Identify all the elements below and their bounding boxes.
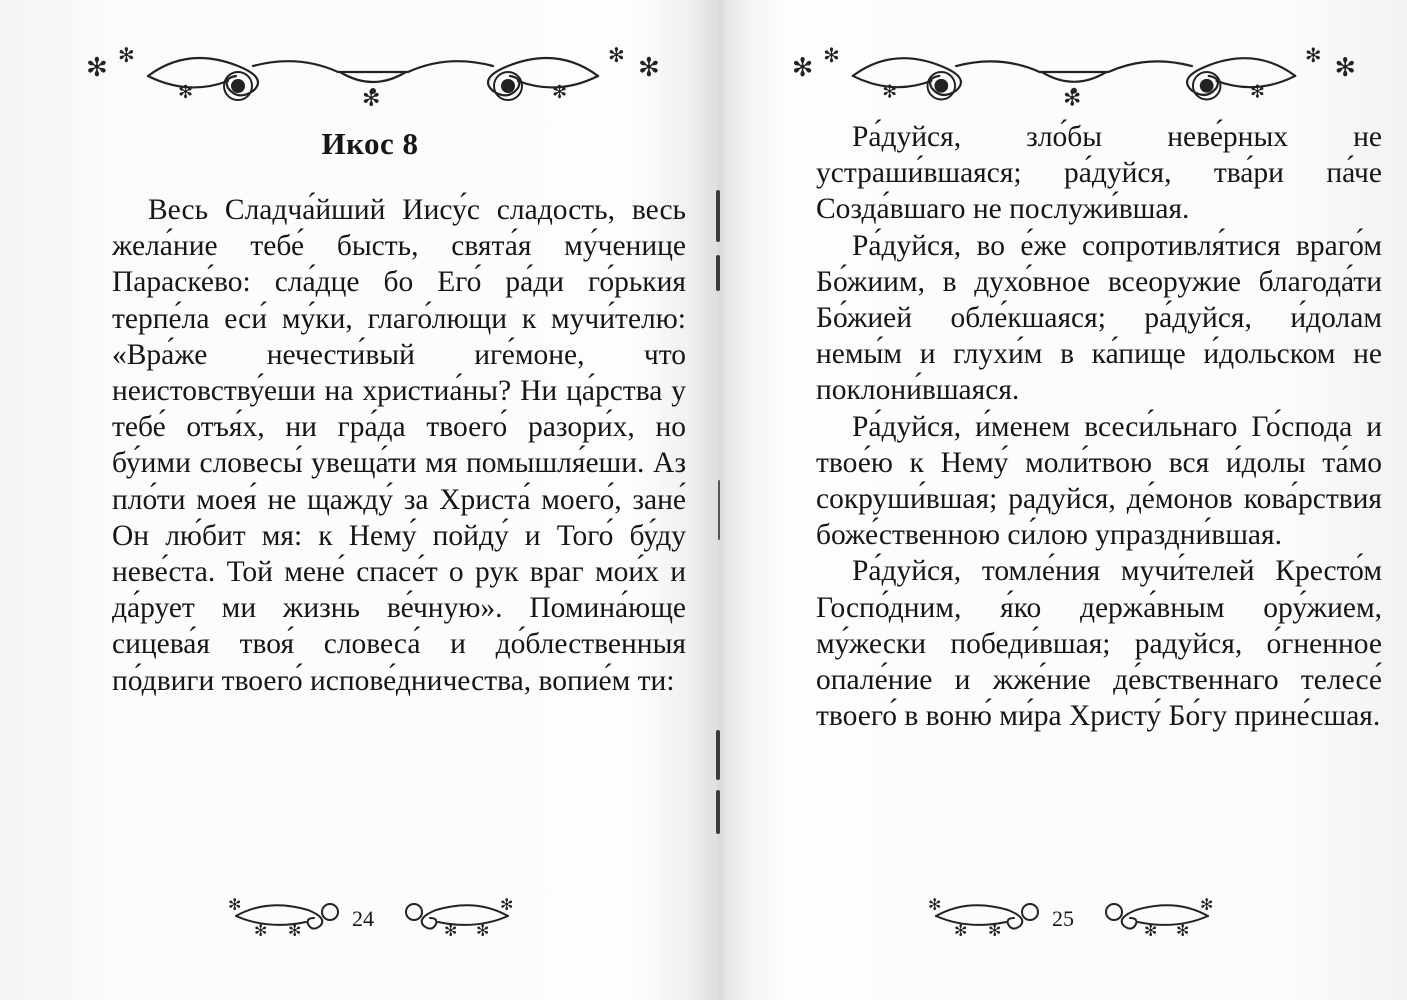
svg-text:✻: ✻ [552, 82, 568, 103]
binding-stitch [716, 190, 720, 242]
svg-text:✻: ✻ [928, 895, 942, 914]
chapter-title: Икос 8 [321, 126, 419, 161]
svg-text:✻: ✻ [954, 921, 968, 938]
binding-stitch [716, 255, 720, 291]
left-page [60, 0, 686, 1000]
footer-ornament [928, 894, 1048, 938]
binding-stitch [718, 480, 720, 540]
svg-text:✻: ✻ [254, 921, 268, 938]
top-ornament [784, 36, 1364, 106]
svg-text:✻: ✻ [86, 53, 108, 83]
paragraph: Ра́дуйся, томле́ния мучи́телей Кресто́м Госпо́дним, я́ко держа́вным ору́жием, му́жески победи́вшая; радуйся, о́гненное опале́ние и жже́ние де́вственнаго телесе́ твоего́ в воню́ ми́ра Христу́ Бо́гу прине́сшая. [816, 555, 1382, 733]
svg-text:✻: ✻ [444, 921, 458, 938]
svg-text:✻: ✻ [608, 43, 625, 67]
svg-text:✻: ✻ [1063, 86, 1082, 106]
svg-text:✻: ✻ [1176, 921, 1190, 938]
svg-text:✻: ✻ [1200, 895, 1214, 914]
svg-text:✻: ✻ [118, 43, 135, 67]
top-ornament [78, 36, 668, 106]
paragraph: Весь Сладча́йший Иису́с сладость, весь жела́ние тебе́ бысть, свята́я му́ченице Параске́во: сла́дце бо Его́ ра́ди го́рькия терпе́ла еси́ му́ки, глаго́лющи к мучи́телю: «Вра́же нечести́вый иге́моне, что неистовству́еши на христиа́ны? Ни ца́рства у тебе́ отъя́х, ни гра́да твоего́ разори́х, но бу́ими словесы́ увеща́ти мя помышля́еши. Аз пло́ти моея́ не щажду́ за Христа́ моего́, зане́ Он лю́бит мя: к Нему́ пойду́ и Того́ бу́ду неве́ста. Той мене́ спасе́т о рук враг мои́х и да́рует ми жизнь ве́чную». Помина́юще сицева́я твоя́ словеса́ и до́блественныя по́двиги твоего́ испове́дничества, вопие́м ти: [112, 194, 686, 697]
body-text [816, 119, 1382, 734]
binding-stitch [716, 730, 720, 780]
paragraph: Ра́дуйся, и́менем всеси́льнаго Го́спода и твое́ю к Нему́ моли́твою вся и́долы та́мо сокруши́вшая; радуйся, де́монов кова́рствия боже́ственною си́лою упраздни́вшая. [816, 410, 1382, 552]
book-gutter [690, 0, 750, 1000]
svg-text:✻: ✻ [1249, 82, 1265, 103]
footer-ornament [1096, 894, 1216, 938]
page-footer [60, 888, 680, 948]
svg-text:✻: ✻ [228, 895, 242, 914]
svg-text:✻: ✻ [178, 82, 194, 103]
right-page [770, 0, 1382, 1000]
footer-ornament [396, 894, 516, 938]
svg-text:✻: ✻ [1144, 921, 1158, 938]
body-text [112, 192, 686, 699]
paragraph: Ра́дуйся, зло́бы неве́рных не устраши́вшаяся; ра́дуйся, тва́ри па́че Созда́вшаго не послужи́вшая. [816, 121, 1382, 226]
svg-text:✻: ✻ [823, 44, 840, 68]
page-footer [770, 888, 1370, 948]
page-number: 24 [352, 906, 374, 931]
svg-text:✻: ✻ [882, 82, 898, 103]
paragraph: Ра́дуйся, во е́же сопротивля́тися враго́м Бо́жиим, в духо́вное всеоружие благода́ти Бо́жией обле́кшаяся; ра́дуйся, и́долам немы́м и глухи́м в ка́пище и́дольском не поклони́вшаяся. [816, 229, 1382, 407]
svg-text:✻: ✻ [500, 895, 514, 914]
binding-stitch [716, 790, 720, 834]
svg-text:✻: ✻ [1334, 52, 1356, 83]
svg-text:✻: ✻ [476, 921, 490, 938]
footer-ornament [228, 894, 348, 938]
svg-text:✻: ✻ [362, 87, 381, 106]
svg-text:✻: ✻ [988, 921, 1002, 938]
page-number: 25 [1052, 906, 1074, 931]
svg-text:✻: ✻ [791, 52, 814, 83]
svg-text:✻: ✻ [288, 921, 302, 938]
svg-text:✻: ✻ [638, 53, 660, 83]
svg-text:✻: ✻ [1305, 44, 1322, 68]
